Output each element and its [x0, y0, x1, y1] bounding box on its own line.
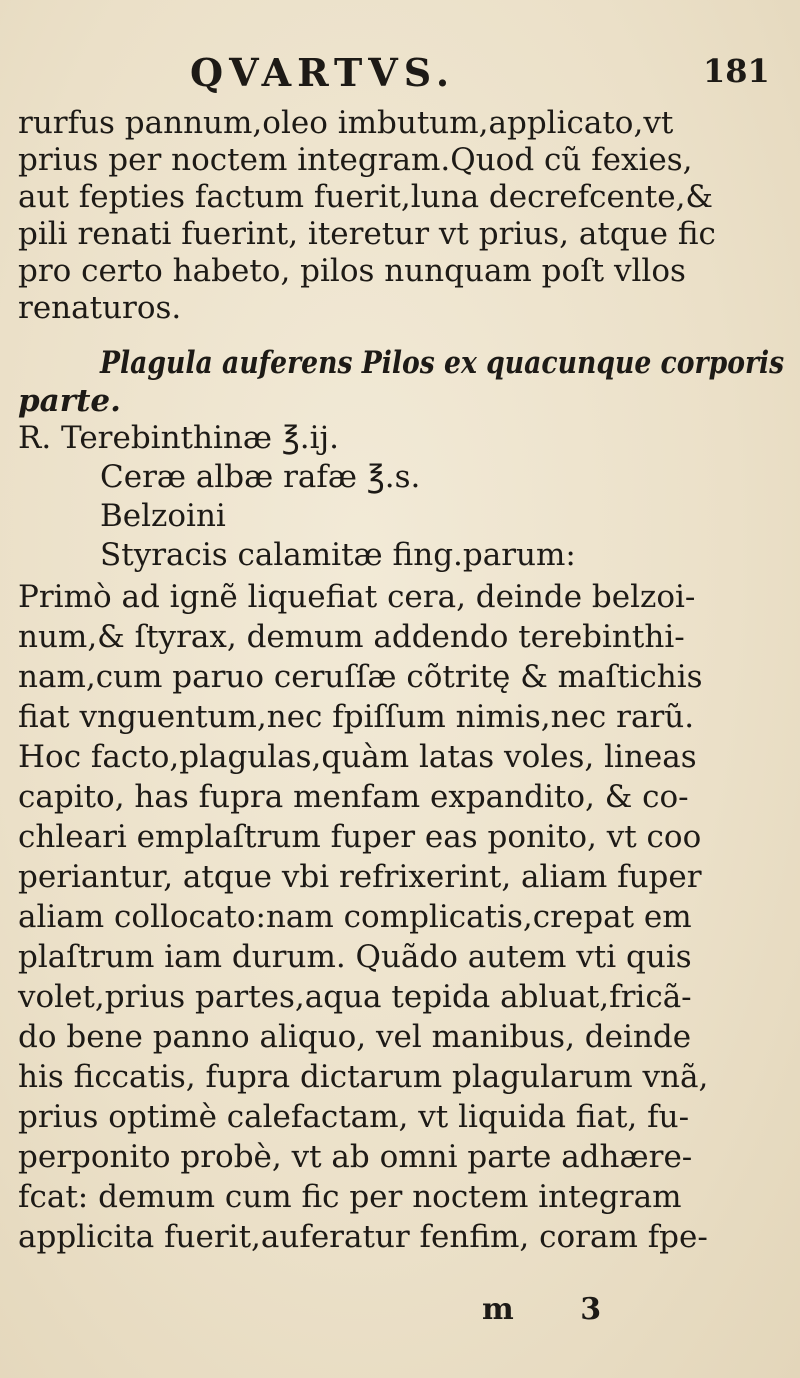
text-line: nam,cum paruo ceruſſæ cõtritę & maſtichis [18, 659, 703, 695]
text-line: Primò ad ignẽ liquefiat cera, deinde belzoi- [18, 579, 696, 615]
text-line: perponito probè, vt ab omni parte adhære- [18, 1139, 693, 1175]
text-line: renaturos. [18, 290, 182, 326]
text-line: prius per noctem integram.Quod cũ fexies, [18, 142, 693, 178]
text-line: volet,prius partes,aqua tepida abluat,fricã- [18, 979, 692, 1015]
text-line: plaſtrum iam durum. Quãdo autem vti quis [18, 939, 692, 975]
page-header [0, 46, 800, 96]
text-line: Hoc facto,plagulas,quàm latas voles, lineas [18, 739, 697, 775]
ingredient-line: Belzoini [100, 498, 226, 534]
text-line: applicita fuerit,auferatur fenfim, coram fpe- [18, 1219, 708, 1255]
text-line: his ficcatis, fupra dictarum plagularum vnã, [18, 1059, 709, 1095]
text-line: do bene panno aliquo, vel manibus, deinde [18, 1019, 692, 1055]
ingredient-line: Ceræ albæ rafæ ℥.s. [100, 459, 421, 495]
text-line: prius optimè calefactam, vt liquida fiat, fu- [18, 1099, 690, 1135]
text-line: periantur, atque vbi refrixerint, aliam fuper [18, 859, 702, 895]
text-line: fiat vnguentum,nec fpiſſum nimis,nec rarũ. [18, 699, 695, 735]
heading-line: Plagula auferens Pilos ex quacunque corporis [100, 345, 785, 381]
ingredient-line: R. Terebinthinæ ℥.ij. [18, 420, 339, 456]
heading-line: parte. [18, 383, 121, 419]
text-line: rurfus pannum,oleo imbutum,applicato,vt [18, 105, 674, 141]
ingredient-line: Styracis calamitæ fing.parum: [100, 537, 576, 573]
text-line: aut fepties factum fuerit,luna decrefcente,& [18, 179, 714, 215]
text-line: chleari emplaſtrum fuper eas ponito, vt coo [18, 819, 702, 855]
text-line: pro certo habeto, pilos nunquam poſt vllos [18, 253, 686, 289]
text-line: pili renati fuerint, iteretur vt prius, atque fic [18, 216, 716, 252]
catchword: m 3 [482, 1292, 630, 1327]
running-head: QVARTVS. [190, 50, 456, 95]
page-number: 181 [703, 52, 770, 90]
text-line: capito, has fupra menfam expandito, & co- [18, 779, 689, 815]
text-line: fcat: demum cum fic per noctem integram [18, 1179, 682, 1215]
text-line: num,& ſtyrax, demum addendo terebinthi- [18, 619, 685, 655]
text-line: aliam collocato:nam complicatis,crepat em [18, 899, 692, 935]
